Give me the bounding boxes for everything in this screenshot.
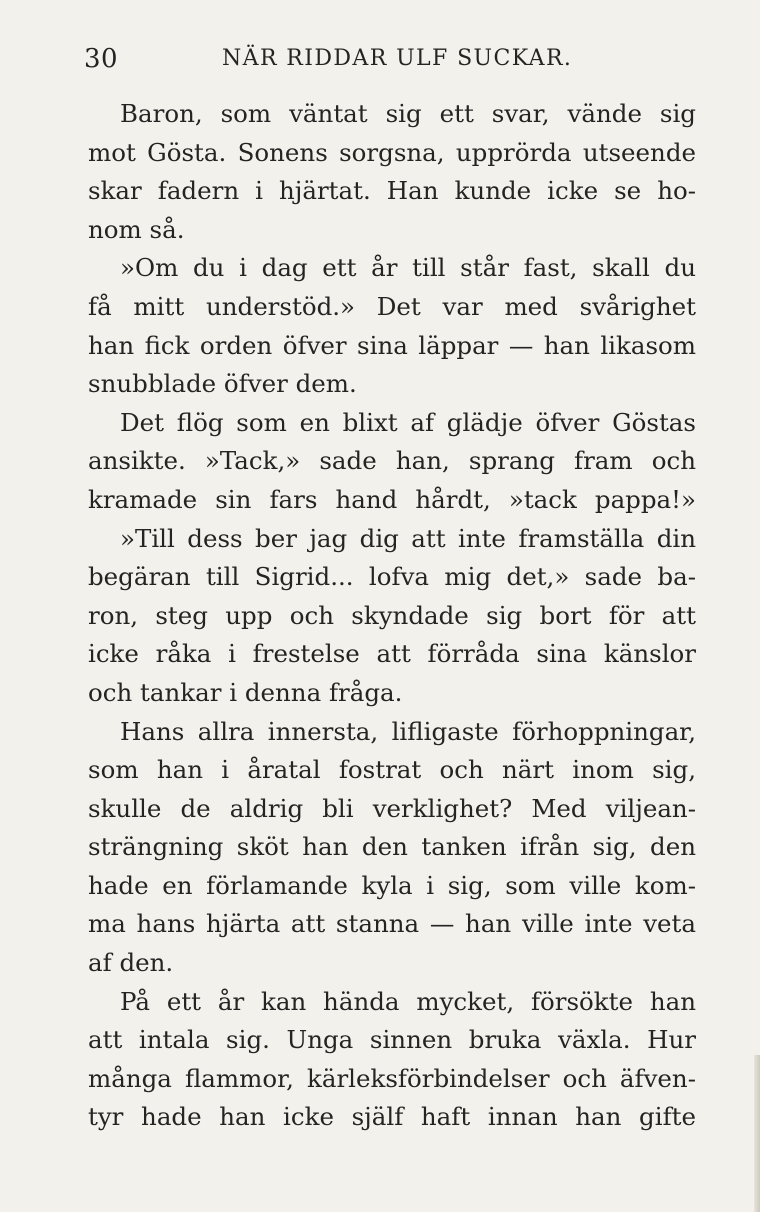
page-header [84,44,684,80]
text-line: ansikte. »Tack,» sade han, sprang fram och [88,446,696,476]
text-line: icke råka i frestelse att förråda sina känslor [88,639,696,669]
running-title: NÄR RIDDAR ULF SUCKAR. [222,46,573,71]
text-line: mot Gösta. Sonens sorgsna, upprörda utseende [88,137,696,167]
text-line: många flammor, kärleksförbindelser och äfven- [88,1063,696,1093]
text-line: skar fadern i hjärtat. Han kunde icke se ho- [88,176,696,206]
text-line: begäran till Sigrid... lofva mig det,» sade ba- [88,562,696,592]
text-line: att intala sig. Unga sinnen bruka växla. Hur [88,1025,696,1055]
text-line: ron, steg upp och skyndade sig bort för att [88,600,696,630]
body-text [88,95,696,1137]
text-line: På ett år kan hända mycket, försökte han [120,986,696,1016]
text-line: han fick orden öfver sina läppar — han likasom [88,330,696,360]
text-line: af den. [88,948,174,978]
text-line: som han i åratal fostrat och närt inom sig, [88,755,696,785]
text-line: Det flög som en blixt af glädje öfver Göstas [120,407,696,437]
text-line: skulle de aldrig bli verklighet? Med viljean- [88,793,696,823]
text-line: »Om du i dag ett år till står fast, skall du [120,253,696,283]
text-line: tyr hade han icke själf haft innan han gifte [88,1102,696,1132]
text-line: strängning sköt han den tanken ifrån sig, den [88,832,696,862]
page-number: 30 [84,44,119,74]
text-line: kramade sin fars hand hårdt, »tack pappa!» [88,484,696,514]
page-edge-shadow [754,1055,760,1212]
text-line: och tankar i denna fråga. [88,677,403,707]
text-line: ma hans hjärta att stanna — han ville inte veta [88,909,696,939]
text-line: hade en förlamande kyla i sig, som ville kom- [88,870,696,900]
text-line: »Till dess ber jag dig att inte framställa din [120,523,696,553]
text-line: Baron, som väntat sig ett svar, vände sig [120,99,696,128]
text-line: Hans allra innersta, lifligaste förhoppningar, [120,716,696,746]
text-line: snubblade öfver dem. [88,369,357,399]
text-line: få mitt understöd.» Det var med svårighet [88,291,696,321]
text-line: nom så. [88,214,185,244]
